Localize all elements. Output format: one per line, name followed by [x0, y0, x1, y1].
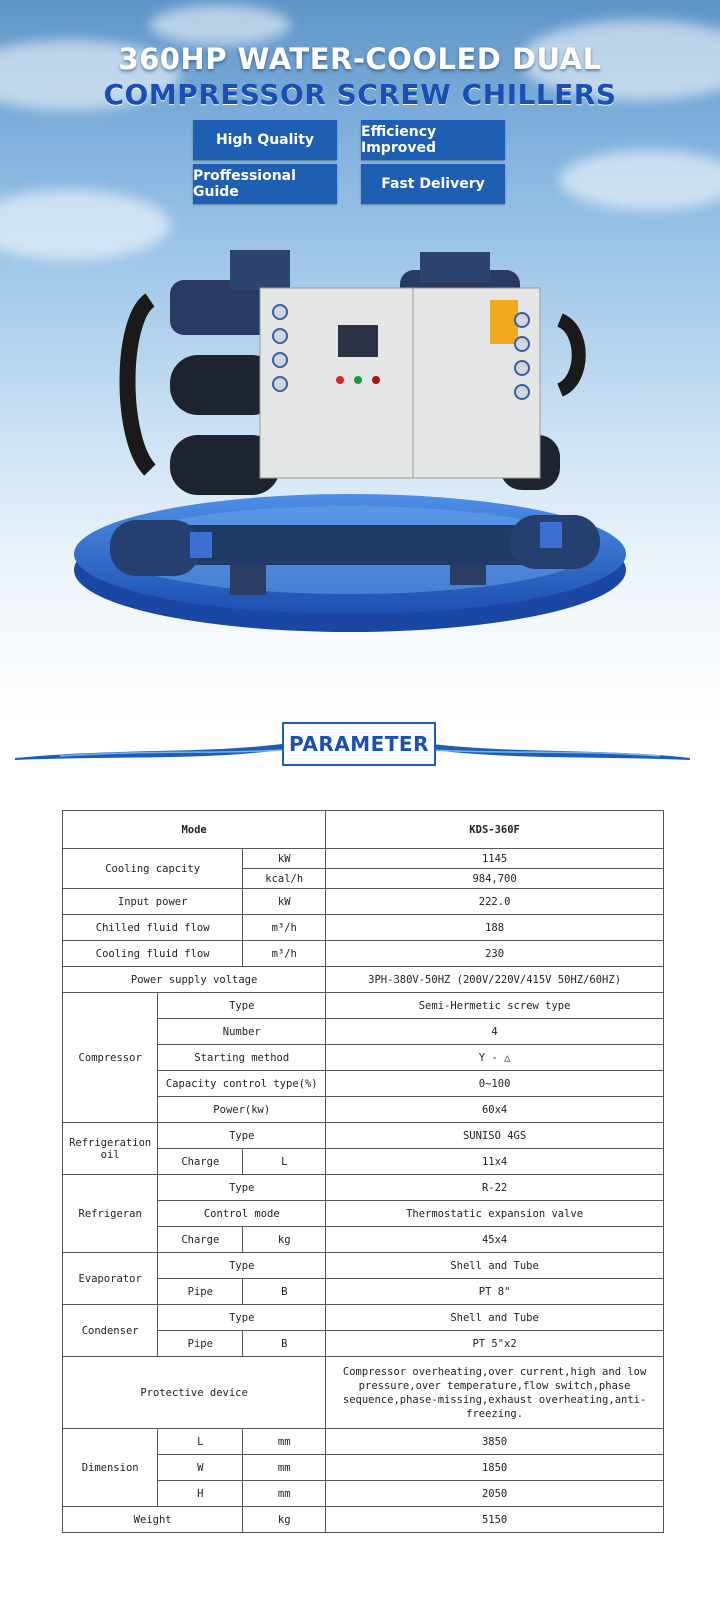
badge-professional-guide: Proffessional Guide — [193, 164, 337, 204]
row-label-power-supply: Power supply voltage — [63, 967, 326, 993]
table-row — [63, 1123, 664, 1149]
row-label-chilled-flow: Chilled fluid flow — [63, 915, 243, 941]
row-label-input-power: Input power — [63, 889, 243, 915]
value-capacity-control: 0~100 — [326, 1071, 664, 1097]
table-row — [63, 1507, 664, 1533]
table-row — [63, 993, 664, 1019]
value-dim-l: 3850 — [326, 1429, 664, 1455]
row-label-compressor-power: Power(kw) — [158, 1097, 326, 1123]
row-label-evaporator-type: Type — [158, 1253, 326, 1279]
table-row — [63, 1357, 664, 1429]
row-label-dim-h: H — [158, 1481, 243, 1507]
group-label-compressor: Compressor — [63, 993, 158, 1123]
row-label-oil-type: Type — [158, 1123, 326, 1149]
value-chilled-flow: 188 — [326, 915, 664, 941]
table-row — [63, 915, 664, 941]
value-oil-type: SUNISO 4GS — [326, 1123, 664, 1149]
group-label-dimension: Dimension — [63, 1429, 158, 1507]
table-row — [63, 849, 664, 869]
unit-dim-w: mm — [243, 1455, 326, 1481]
table-row — [63, 1175, 664, 1201]
page-title-line1: 360HP WATER-COOLED DUAL — [118, 42, 602, 76]
value-refrigerant-charge: 45x4 — [326, 1227, 664, 1253]
row-label-cooling-flow: Cooling fluid flow — [63, 941, 243, 967]
unit-dim-l: mm — [243, 1429, 326, 1455]
value-compressor-power: 60x4 — [326, 1097, 664, 1123]
value-compressor-type: Semi-Hermetic screw type — [326, 993, 664, 1019]
unit-evaporator-pipe: B — [243, 1279, 326, 1305]
row-label-capacity-control: Capacity control type(%) — [158, 1071, 326, 1097]
badge-efficiency-improved: Efficiency Improved — [361, 120, 505, 160]
row-label-oil-charge: Charge — [158, 1149, 243, 1175]
group-label-refrigeration-oil: Refrigeration oil — [63, 1123, 158, 1175]
row-label-refrigerant-type: Type — [158, 1175, 326, 1201]
value-weight: 5150 — [326, 1507, 664, 1533]
group-label-refrigerant: Refrigeran — [63, 1175, 158, 1253]
value-cooling-kcal: 984,700 — [326, 869, 664, 889]
value-control-mode: Thermostatic expansion valve — [326, 1201, 664, 1227]
table-row — [63, 1305, 664, 1331]
value-cooling-flow: 230 — [326, 941, 664, 967]
section-title-box — [282, 722, 436, 766]
row-label-control-mode: Control mode — [158, 1201, 326, 1227]
group-label-condenser: Condenser — [63, 1305, 158, 1357]
table-row — [63, 1429, 664, 1455]
value-evaporator-type: Shell and Tube — [326, 1253, 664, 1279]
value-condenser-pipe: PT 5"x2 — [326, 1331, 664, 1357]
unit-oil-charge: L — [243, 1149, 326, 1175]
table-row — [63, 811, 664, 849]
section-title: PARAMETER — [289, 732, 429, 756]
value-refrigerant-type: R-22 — [326, 1175, 664, 1201]
row-label-compressor-number: Number — [158, 1019, 326, 1045]
unit-kcal: kcal/h — [243, 869, 326, 889]
chiller-image — [110, 240, 600, 600]
row-label-condenser-pipe: Pipe — [158, 1331, 243, 1357]
value-cooling-kw: 1145 — [326, 849, 664, 869]
row-label-cooling-capacity: Cooling capcity — [63, 849, 243, 889]
row-label-mode: Mode — [63, 811, 326, 849]
unit-cooling-flow: m³/h — [243, 941, 326, 967]
unit-input-power: kW — [243, 889, 326, 915]
row-label-evaporator-pipe: Pipe — [158, 1279, 243, 1305]
cloud — [150, 5, 290, 45]
row-label-refrigerant-charge: Charge — [158, 1227, 243, 1253]
value-oil-charge: 11x4 — [326, 1149, 664, 1175]
row-label-dim-w: W — [158, 1455, 243, 1481]
row-label-protective-device: Protective device — [63, 1357, 326, 1429]
value-input-power: 222.0 — [326, 889, 664, 915]
group-label-evaporator: Evaporator — [63, 1253, 158, 1305]
value-starting-method: Y - △ — [326, 1045, 664, 1071]
table-row — [63, 889, 664, 915]
value-mode: KDS-360F — [326, 811, 664, 849]
value-evaporator-pipe: PT 8" — [326, 1279, 664, 1305]
table-row — [63, 967, 664, 993]
unit-kw: kW — [243, 849, 326, 869]
row-label-weight: Weight — [63, 1507, 243, 1533]
value-compressor-number: 4 — [326, 1019, 664, 1045]
unit-refrigerant-charge: kg — [243, 1227, 326, 1253]
unit-weight: kg — [243, 1507, 326, 1533]
row-label-starting-method: Starting method — [158, 1045, 326, 1071]
hero-banner — [0, 0, 720, 720]
cloud — [560, 150, 720, 210]
table-row — [63, 941, 664, 967]
value-protective-device: Compressor overheating,over current,high and low pressure,over temperature,flow switch,phase sequence,phase-missing,exhaust overheating,anti-freezing. — [326, 1357, 664, 1429]
value-dim-w: 1850 — [326, 1455, 664, 1481]
value-condenser-type: Shell and Tube — [326, 1305, 664, 1331]
unit-chilled-flow: m³/h — [243, 915, 326, 941]
row-label-compressor-type: Type — [158, 993, 326, 1019]
unit-dim-h: mm — [243, 1481, 326, 1507]
value-power-supply: 3PH-380V-50HZ (200V/220V/415V 50HZ/60HZ) — [326, 967, 664, 993]
badge-fast-delivery: Fast Delivery — [361, 164, 505, 204]
badge-high-quality: High Quality — [193, 120, 337, 160]
parameter-header — [0, 710, 720, 774]
row-label-dim-l: L — [158, 1429, 243, 1455]
spec-table — [62, 810, 664, 1533]
unit-condenser-pipe: B — [243, 1331, 326, 1357]
value-dim-h: 2050 — [326, 1481, 664, 1507]
table-row — [63, 1253, 664, 1279]
row-label-condenser-type: Type — [158, 1305, 326, 1331]
page-title-line2: COMPRESSOR SCREW CHILLERS — [103, 78, 617, 111]
